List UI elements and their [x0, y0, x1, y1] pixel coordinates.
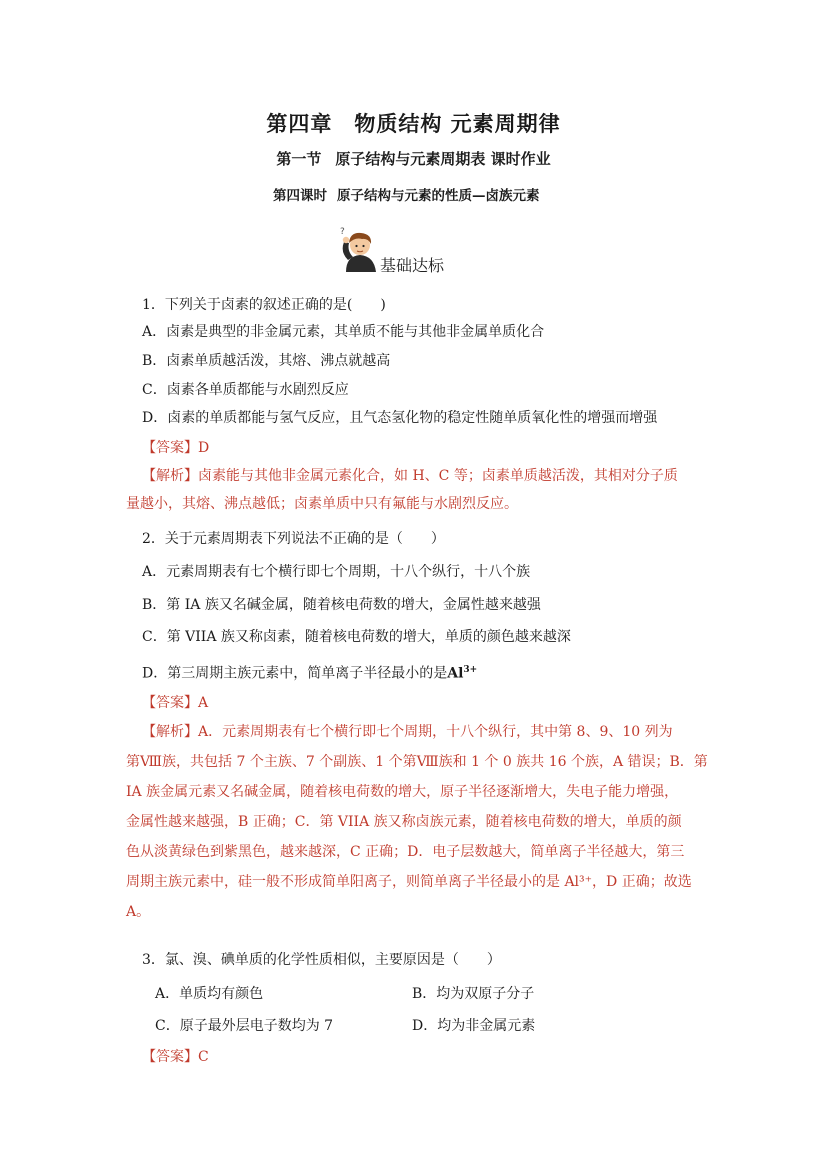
q1-analysis-line-2: 量越小，其熔、沸点越低；卤素单质中只有氟能与水剧烈反应。	[126, 496, 518, 512]
analysis-line: 周期主族元素中，硅一般不形成简单阳离子，则简单离子半径最小的是 Al³⁺，D 正确；故选	[126, 874, 692, 890]
analysis-line: 第Ⅷ族，共包括 7 个主族、7 个副族、1 个第Ⅷ族和 1 个 0 族共 16 个族，A 错误；B．第	[126, 754, 708, 770]
q2-analysis	[126, 721, 706, 931]
ion-charge: 3+	[463, 665, 478, 675]
chapter-name: 物质结构 元素周期律	[354, 111, 561, 136]
lesson-name: 原子结构与元素的性质—卤族元素	[337, 188, 540, 204]
ion-formula: Al	[447, 665, 464, 682]
q2-option-d	[142, 660, 477, 684]
q1-option-b: B．卤素单质越活泼，其熔、沸点就越高	[142, 353, 391, 369]
section-name: 原子结构与元素周期表 课时作业	[335, 150, 551, 168]
answer-tag: 【答案】	[142, 440, 198, 456]
analysis-tag: 【解析】	[142, 468, 198, 484]
q1-analysis-line-1	[142, 466, 678, 486]
q2-option-c: C．第 VIIA 族又称卤素，随着核电荷数的增大，单质的颜色越来越深	[142, 629, 571, 645]
svg-text:?: ?	[340, 227, 345, 237]
analysis-line: 金属性越来越强，B 正确；C．第 VIIA 族又称卤族元素，随着核电荷数的增大，单质的颜	[126, 814, 682, 830]
analysis-line: A。	[126, 904, 151, 920]
answer-value: D	[198, 440, 210, 456]
q3-option-b: B．均为双原子分子	[412, 986, 535, 1002]
q1-option-c: C．卤素各单质都能与水剧烈反应	[142, 382, 349, 398]
q3-stem: 3．氯、溴、碘单质的化学性质相似，主要原因是（ ）	[142, 952, 501, 968]
q1-option-a: A．卤素是典型的非金属元素，其单质不能与其他非金属单质化合	[142, 324, 545, 340]
q2-answer	[142, 693, 208, 713]
lesson-number: 第四课时	[273, 188, 327, 204]
q1-stem: 1．下列关于卤素的叙述正确的是( )	[142, 297, 386, 313]
q3-option-d: D．均为非金属元素	[412, 1018, 536, 1034]
analysis-line	[126, 721, 706, 751]
q3-option-a: A．单质均有颜色	[155, 986, 264, 1002]
badge-label: 基础达标	[380, 256, 445, 275]
answer-tag: 【答案】	[142, 695, 198, 711]
q1-answer	[142, 438, 209, 458]
analysis-text: A．元素周期表有七个横行即七个周期，十八个纵行，其中第 8、9、10 列为	[198, 724, 673, 740]
analysis-text: 卤素能与其他非金属元素化合，如 H、C 等；卤素单质越活泼，其相对分子质	[198, 468, 678, 484]
answer-tag: 【答案】	[142, 1049, 198, 1065]
lesson-title	[273, 184, 540, 204]
chapter-title	[0, 108, 827, 138]
q3-answer	[142, 1047, 209, 1067]
section-number: 第一节	[276, 150, 322, 168]
analysis-tag: 【解析】	[142, 724, 198, 740]
thinking-boy-icon	[338, 226, 382, 274]
analysis-line: 色从淡黄绿色到紫黑色，越来越深，C 正确；D．电子层数越大，简单离子半径越大，第三	[126, 844, 685, 860]
chapter-number: 第四章	[266, 111, 333, 136]
q2-stem: 2．关于元素周期表下列说法不正确的是（ ）	[142, 531, 445, 547]
q1-option-d: D．卤素的单质都能与氢气反应，且气态氢化物的稳定性随单质氧化性的增强而增强	[142, 410, 658, 426]
q3-option-c: C．原子最外层电子数均为 7	[155, 1018, 334, 1034]
q2-option-a: A．元素周期表有七个横行即七个周期，十八个纵行，十八个族	[142, 564, 531, 580]
answer-value: C	[198, 1049, 209, 1065]
analysis-line: IA 族金属元素又名碱金属，随着核电荷数的增大，原子半径逐渐增大，失电子能力增强，	[126, 784, 679, 800]
option-text: D．第三周期主族元素中，简单离子半径最小的是	[142, 665, 448, 682]
answer-value: A	[198, 695, 209, 711]
section-title	[0, 148, 827, 169]
q2-option-b: B．第 IA 族又名碱金属，随着核电荷数的增大，金属性越来越强	[142, 597, 541, 613]
